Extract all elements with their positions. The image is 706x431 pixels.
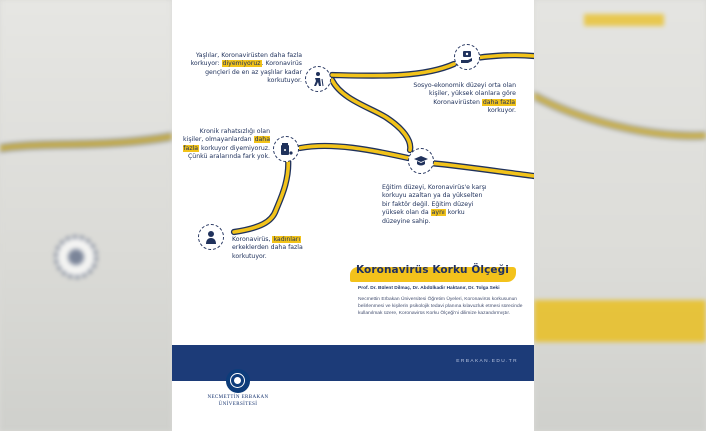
background-path-left [0, 0, 172, 431]
women-fact-text: Koronavirüs, kadınları erkeklerden daha fazla korkutuyor. [232, 236, 303, 260]
elderly-person-icon [305, 66, 331, 92]
woman-icon [198, 224, 224, 250]
university-name: NECMETTİN ERBAKAN ÜNİVERSİTESİ [207, 395, 269, 407]
university-seal-logo [226, 369, 250, 393]
background-blur-left [0, 0, 172, 431]
footer [172, 345, 534, 431]
background-path-right [534, 0, 706, 431]
medicine-icon [273, 136, 299, 162]
scale-title: Koronavirüs Korku Ölçeği [356, 264, 509, 276]
economic-fact-text: Sosyo-ekonomik düzeyi orta olan kişiler, yüksek olanlara göre Koronavirüsten daha fazla korkuyor. [413, 82, 516, 115]
infographic-poster [172, 0, 534, 431]
title-block [350, 262, 514, 286]
chronic-fact-text: Kronik rahatsızlığı olan kişiler, olmayanlardan daha fazla korkuyor diyemiyoruz. Çünkü aralarında fark yok. [183, 128, 270, 161]
website-link[interactable]: ERBAKAN.EDU.TR [456, 359, 518, 364]
background-blur-right [534, 0, 706, 431]
elderly-fact-text: Yaşlılar, Koronavirüsten daha fazla korkuyor: diyemiyoruz. Koronavirüs gençleri de en az yaşlılar kadar korkutuyor. [190, 52, 302, 85]
graduation-cap-icon [408, 148, 434, 174]
education-fact-text: Eğitim düzeyi, Koronavirüs'e karşı korkuyu azaltan ya da yükselten bir faktör değil. Eğitim düzeyi yüksek olan da aynı korku düzeyine sahip. [382, 184, 487, 225]
money-hand-icon [454, 44, 480, 70]
description: Necmettin Erbakan Üniversitesi Öğretim Üyeleri, Koronavirüs korkusunun belirlenmesi ve kişilerin psikolojik tedavi planına kılavuzluk etmesi sürecinde kullanılmak üzere, Koronavirüs Korku Ölçeği'ni dilimize kazandırmıştır. [358, 297, 523, 317]
authors: Prof. Dr. Bülent Dilmaç, Dr. Abdülkadir Haktanır, Dr. Tolga Seki [358, 286, 500, 291]
